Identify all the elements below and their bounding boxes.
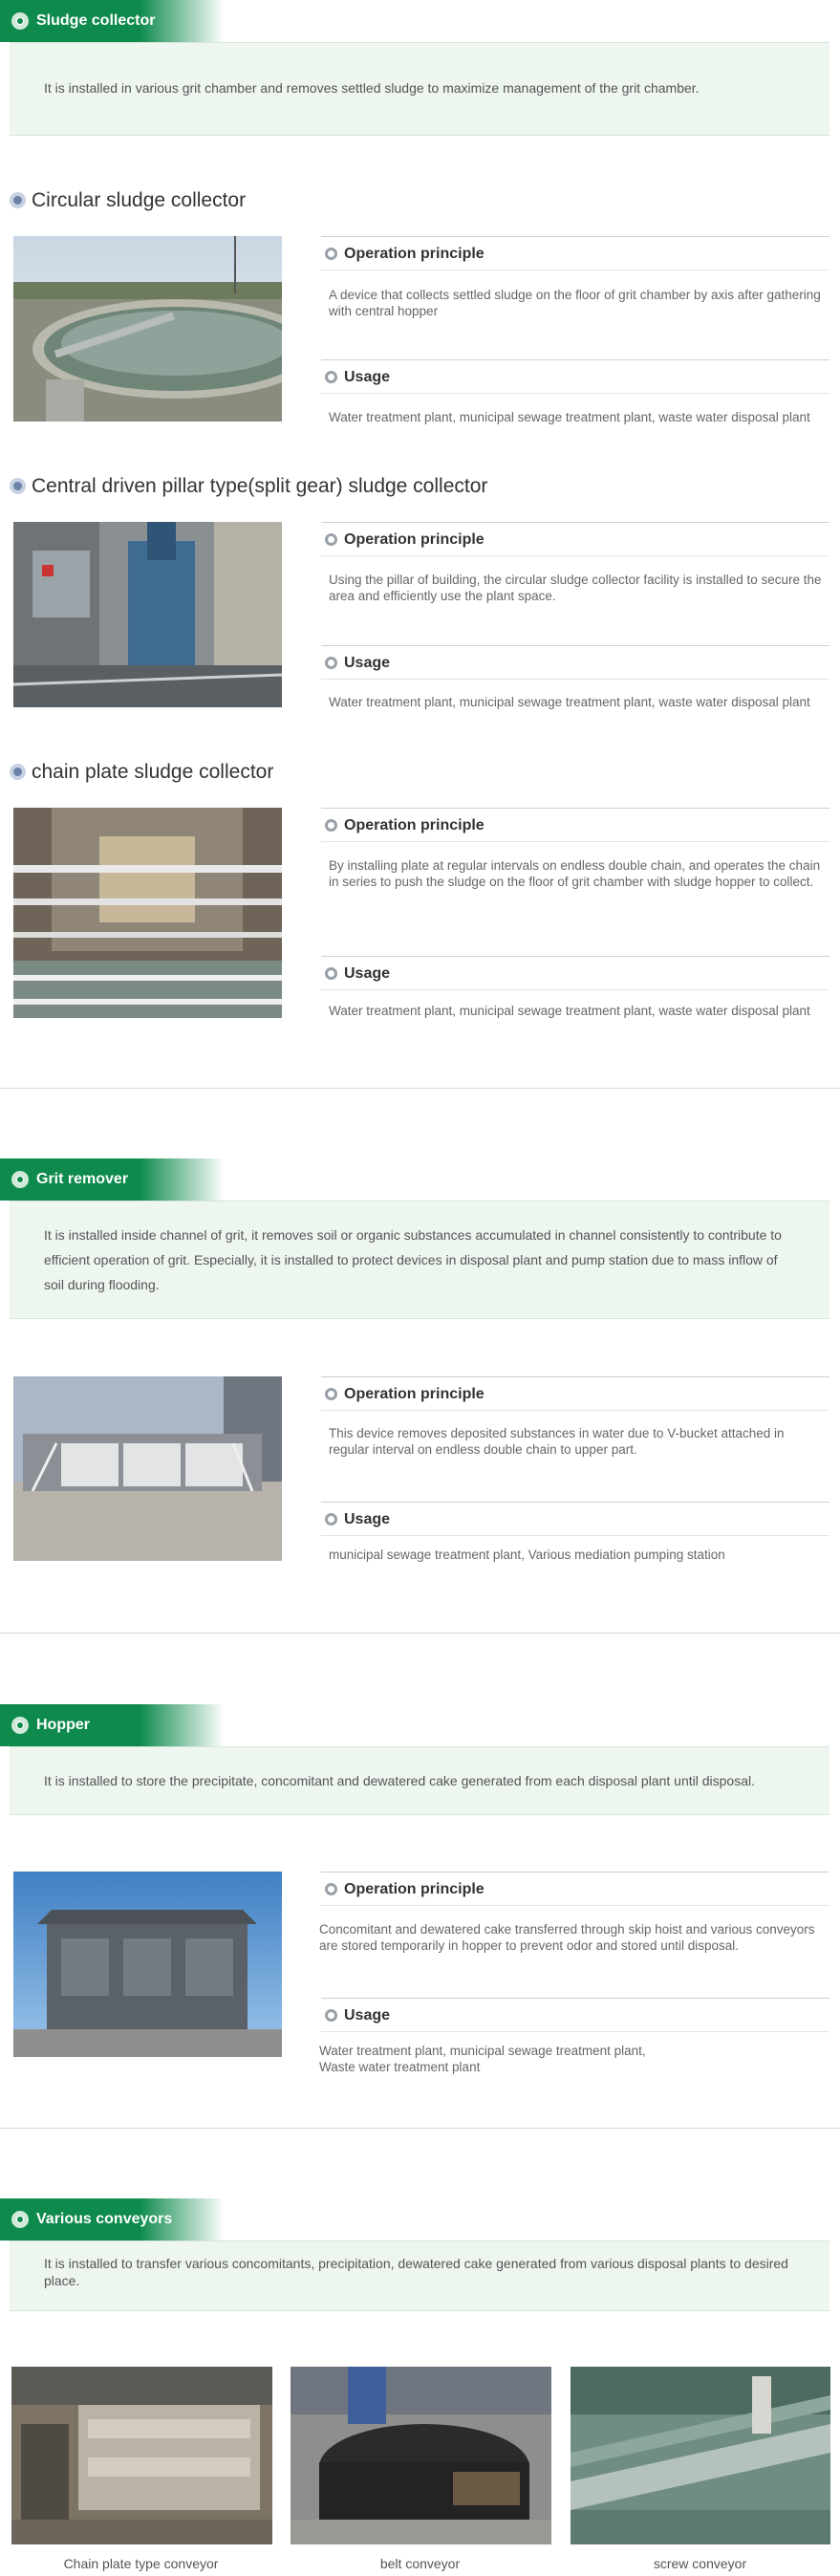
operation-principle-text: Using the pillar of building, the circular sludge collector facility is installed to secure the area and efficiently use the plant space.: [329, 573, 822, 603]
operation-principle-heading: [321, 1376, 829, 1411]
usage-heading: [321, 956, 829, 990]
circle-bullet-icon: [325, 1513, 337, 1526]
operation-principle-text: This device removes deposited substances in water due to V-bucket attached in regular interval on endless double chain to upper part.: [329, 1426, 785, 1457]
usage-label: Usage: [344, 965, 391, 982]
usage-label: Usage: [344, 655, 391, 671]
usage-text: Water treatment plant, municipal sewage treatment plant, waste water disposal plant: [329, 695, 810, 709]
intro-text: It is installed to transfer various concomitants, precipitation, dewatered cake generated from various disposal plants to desired place.: [44, 2256, 788, 2288]
section-intro: [10, 1746, 829, 1815]
operation-principle-label: Operation principle: [344, 1386, 485, 1402]
intro-text: It is installed in various grit chamber and removes settled sludge to maximize management of the grit chamber.: [44, 80, 700, 96]
heading-bullet-icon: [10, 192, 26, 208]
section-tag-sludge-collector: [0, 0, 225, 42]
circle-bullet-icon: [325, 819, 337, 832]
photo-image: [13, 808, 282, 1018]
circle-bullet-icon: [325, 967, 337, 980]
photo-image: [13, 1872, 282, 2057]
section-title: Hopper: [36, 1717, 90, 1733]
photo-image: [13, 522, 282, 707]
usage-text: Water treatment plant, municipal sewage treatment plant, waste water disposal plant: [329, 410, 810, 424]
operation-principle-label: Operation principle: [344, 817, 485, 833]
section-intro: [10, 1201, 829, 1319]
section-title: Grit remover: [36, 1171, 129, 1187]
chain-plate-sludge-collector-photo: [13, 808, 282, 1018]
section-title: Sludge collector: [36, 12, 156, 29]
usage-text: [319, 2043, 816, 2075]
section-intro: [10, 42, 829, 136]
circular-sludge-collector-photo: [13, 236, 282, 422]
operation-principle-text: A device that collects settled sludge on the floor of grit chamber by axis after gathering with central hopper: [329, 288, 821, 318]
photo-image: [13, 236, 282, 422]
photo-image: [13, 1376, 282, 1561]
operation-principle-label: Operation principle: [344, 531, 485, 548]
usage-label: Usage: [344, 2007, 391, 2024]
operation-principle-label: Operation principle: [344, 1881, 485, 1897]
usage-text: Water treatment plant, municipal sewage treatment plant, waste water disposal plant: [329, 1004, 810, 1018]
circle-bullet-icon: [11, 1717, 29, 1734]
usage-heading: [321, 645, 829, 680]
screw-conveyor-photo: [571, 2367, 830, 2544]
item-heading: [10, 761, 273, 784]
usage-text: municipal sewage treatment plant, Various mediation pumping station: [329, 1548, 725, 1562]
heading-bullet-icon: [10, 764, 26, 780]
circle-bullet-icon: [11, 12, 29, 30]
hopper-photo: [13, 1872, 282, 2057]
circle-bullet-icon: [325, 657, 337, 669]
operation-principle-text: By installing plate at regular intervals on endless double chain, and operates the chain in series to push the sludge on the floor of grit chamber with sludge hopper to collect.: [329, 858, 821, 889]
operation-principle-heading: [321, 1872, 829, 1906]
conveyor-caption: belt conveyor: [379, 2556, 461, 2571]
usage-heading: [321, 1998, 829, 2032]
heading-bullet-icon: [10, 478, 26, 494]
circle-bullet-icon: [11, 1171, 29, 1188]
usage-heading: [321, 1502, 829, 1536]
item-heading: [10, 475, 487, 498]
conveyor-caption: screw conveyor: [653, 2556, 747, 2571]
belt-conveyor-photo: [291, 2367, 551, 2544]
operation-principle-heading: [321, 236, 829, 271]
operation-principle-heading: [321, 808, 829, 842]
section-divider: [0, 1633, 840, 1634]
section-intro: [10, 2240, 829, 2311]
usage-heading: [321, 359, 829, 394]
circle-bullet-icon: [11, 2211, 29, 2228]
intro-text: It is installed to store the precipitate, concomitant and dewatered cake generated from each disposal plant until disposal.: [44, 1773, 755, 1788]
photo-image: [571, 2367, 830, 2544]
chain-plate-conveyor-photo: [11, 2367, 272, 2544]
item-heading-text: chain plate sludge collector: [32, 761, 274, 783]
section-divider: [0, 1088, 840, 1089]
circle-bullet-icon: [325, 248, 337, 260]
usage-label: Usage: [344, 1511, 391, 1527]
circle-bullet-icon: [325, 1388, 337, 1400]
item-heading-text: Central driven pillar type(split gear) sludge collector: [32, 475, 488, 497]
section-tag-hopper: [0, 1704, 225, 1746]
operation-principle-label: Operation principle: [344, 246, 485, 262]
circle-bullet-icon: [325, 2009, 337, 2022]
pillar-sludge-collector-photo: [13, 522, 282, 707]
conveyor-caption: Chain plate type conveyor: [63, 2556, 219, 2571]
operation-principle-text: Concomitant and dewatered cake transferred through skip hoist and various conveyors are stored temporarily in hopper to prevent odor and stored until disposal.: [319, 1922, 815, 1953]
usage-line: Water treatment plant, municipal sewage treatment plant,: [319, 2044, 646, 2058]
item-heading-text: Circular sludge collector: [32, 189, 247, 211]
grit-remover-photo: [13, 1376, 282, 1561]
circle-bullet-icon: [325, 1883, 337, 1895]
intro-text: It is installed inside channel of grit, it removes soil or organic substances accumulated in channel consistently to contribute to efficient operation of grit. Especially, it is installed to protect devices in disposal plant and pump station due to mass inflow of soil during flooding.: [44, 1227, 782, 1292]
section-tag-grit-remover: [0, 1158, 225, 1201]
operation-principle-heading: [321, 522, 829, 556]
usage-line: Waste water treatment plant: [319, 2060, 481, 2074]
item-heading: [10, 189, 246, 212]
section-title: Various conveyors: [36, 2211, 173, 2227]
photo-image: [291, 2367, 551, 2544]
section-tag-various-conveyors: [0, 2198, 225, 2240]
circle-bullet-icon: [325, 371, 337, 383]
usage-label: Usage: [344, 369, 391, 385]
photo-image: [11, 2367, 272, 2544]
section-divider: [0, 2128, 840, 2129]
circle-bullet-icon: [325, 533, 337, 546]
